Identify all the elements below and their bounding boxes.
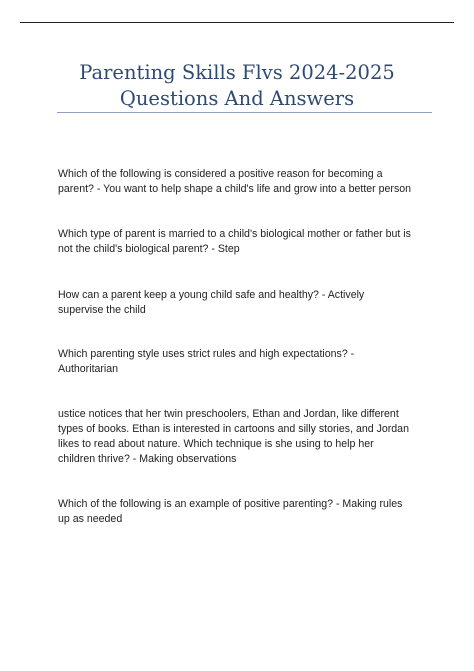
document-title [40,60,434,112]
title-line-1: Parenting Skills Flvs 2024-2025 [79,61,395,84]
qa-item-6 [58,497,436,527]
qa-line: How can a parent keep a young child safe and healthy? - Actively [58,289,365,301]
qa-line: Which of the following is considered a positive reason for becoming a [58,168,383,180]
qa-line: Which type of parent is married to a child's biological mother or father but is [58,228,411,240]
qa-line: up as needed [58,513,123,525]
top-rule [20,22,454,23]
qa-item-4 [58,347,436,377]
qa-item-2 [58,227,436,257]
title-underline [57,112,432,113]
qa-line: ustice notices that her twin preschoolers, Ethan and Jordan, like different [58,408,399,420]
qa-line: Which parenting style uses strict rules and high expectations? - [58,348,355,360]
title-line-2: Questions And Answers [119,87,355,110]
qa-item-3 [58,288,436,318]
qa-line: parent? - You want to help shape a child's life and grow into a better person [58,183,412,195]
qa-line: not the child's biological parent? - Step [58,243,240,255]
qa-item-1 [58,167,436,197]
qa-item-5 [58,407,436,467]
qa-line: Authoritarian [58,363,119,375]
qa-line: supervise the child [58,304,146,316]
qa-line: likes to read about nature. Which technique is she using to help her [58,438,374,450]
qa-line: types of books. Ethan is interested in cartoons and silly stories, and Jordan [58,423,409,435]
qa-line: Which of the following is an example of positive parenting? - Making rules [58,498,403,510]
qa-line: children thrive? - Making observations [58,453,237,465]
